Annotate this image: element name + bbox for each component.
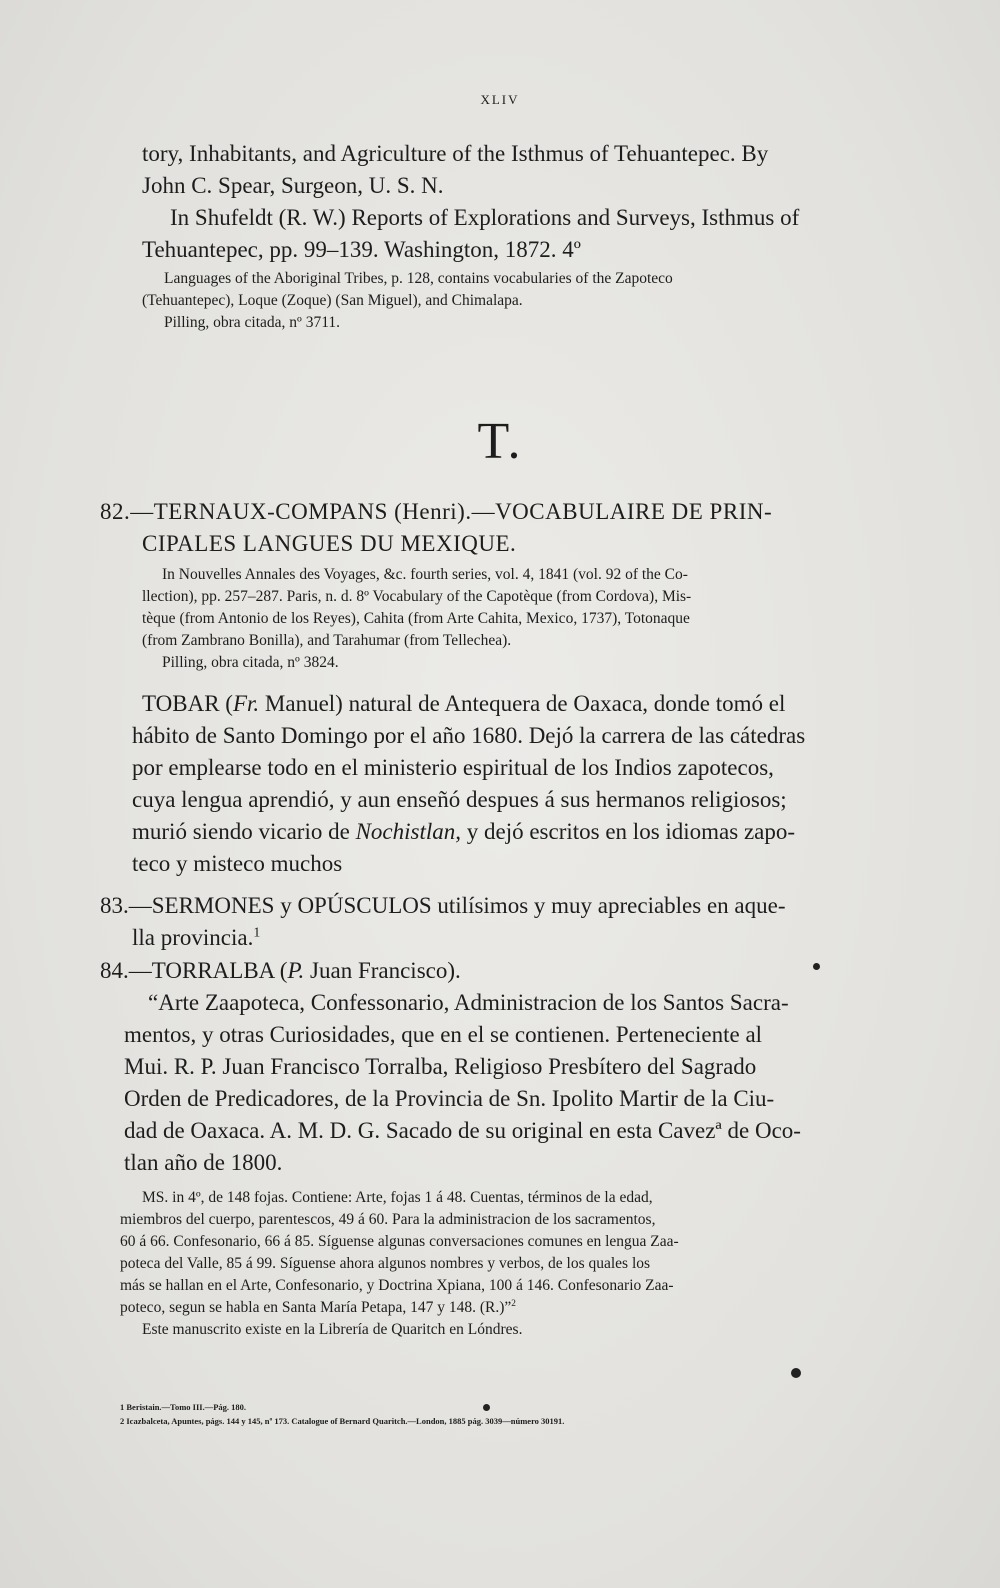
note-line: (from Zambrano Bonilla), and Tarahumar (from Tellechea). bbox=[142, 632, 512, 649]
entry-83 bbox=[100, 890, 938, 954]
entry-heading: 84.—TORRALBA (P. Juan Francisco). bbox=[100, 958, 461, 983]
entry-line: Tehuantepec, pp. 99–139. Washington, 1872. 4º bbox=[142, 237, 581, 262]
note-line: poteco, segun se habla en Santa María Petapa, 147 y 148. (R.)”$^2$ bbox=[120, 1298, 516, 1316]
note-line: poteca del Valle, 85 á 99. Síguense ahora algunos nombres y verbos, de los quales los bbox=[120, 1255, 651, 1272]
entry-heading: 83.—SERMONES y OPÚSCULOS utilísimos y muy apreciables en aque- bbox=[100, 893, 786, 918]
entry-continuation bbox=[100, 138, 938, 334]
note-line: llection), pp. 257–287. Paris, n. d. 8º Vocabulary of the Capotèque (from Cordova), Mis- bbox=[142, 588, 692, 605]
paragraph-line: teco y misteco muchos bbox=[132, 851, 343, 876]
note-line: más se hallan en el Arte, Confesonario, y Doctrina Xpiana, 100 á 146. Confesonario Zaa- bbox=[120, 1277, 674, 1294]
entry-line: In Shufeldt (R. W.) Reports of Explorations and Surveys, Isthmus of bbox=[170, 205, 800, 230]
running-head: XLIV bbox=[480, 92, 520, 107]
paragraph-line: cuya lengua aprendió, y aun enseñó despues á sus hermanos religiosos; bbox=[132, 787, 787, 812]
note-line: MS. in 4º, de 148 fojas. Contiene: Arte, fojas 1 á 48. Cuentas, términos de la edad, bbox=[142, 1189, 653, 1206]
note-line: Este manuscrito existe en la Librería de Quaritch en Lóndres. bbox=[142, 1321, 523, 1338]
quote-line: mentos, y otras Curiosidades, que en el se contienen. Perteneciente al bbox=[124, 1022, 763, 1047]
note-line: tèque (from Antonio de los Reyes), Cahita (from Arte Cahita, Mexico, 1737), Totonaque bbox=[142, 610, 690, 627]
entry-heading: lla provincia.$^1$ bbox=[132, 924, 261, 950]
entry-84 bbox=[100, 955, 938, 1341]
entry-line: tory, Inhabitants, and Agriculture of the Isthmus of Tehuantepec. By bbox=[142, 141, 769, 166]
paragraph-line: hábito de Santo Domingo por el año 1680. Dejó la carrera de las cátedras bbox=[132, 723, 806, 748]
entry-heading: 82.—TERNAUX-COMPANS (Henri).—VOCABULAIRE DE PRIN- bbox=[100, 499, 773, 524]
entry-heading: CIPALES LANGUES DU MEXIQUE. bbox=[142, 531, 517, 556]
manuscript-note bbox=[100, 1187, 938, 1341]
note-line: Languages of the Aboriginal Tribes, p. 128, contains vocabularies of the Zapoteco bbox=[164, 270, 673, 287]
note-line: miembros del cuerpo, parentescos, 49 á 60. Para la administracion de los sacramentos, bbox=[120, 1211, 656, 1228]
quote-line: “Arte Zaapoteca, Confessonario, Administracion de los Santos Sacra- bbox=[148, 990, 789, 1015]
note-line: Pilling, obra citada, nº 3824. bbox=[162, 654, 339, 671]
footnote-2: 2 Icazbalceta, Apuntes, págs. 144 y 145, nº 173. Catalogue of Bernard Quaritch.—London, 1885 pág. 3039—número 30191. bbox=[120, 1416, 565, 1426]
quote-line: Mui. R. P. Juan Francisco Torralba, Religioso Presbítero del Sagrado bbox=[124, 1054, 757, 1079]
note-line: Pilling, obra citada, nº 3711. bbox=[164, 314, 340, 331]
paragraph-line: murió siendo vicario de Nochistlan, y dejó escritos en los idiomas zapo- bbox=[132, 819, 796, 844]
footnote-1: 1 Beristain.—Tomo III.—Pág. 180. bbox=[120, 1402, 247, 1412]
note-line: (Tehuantepec), Loque (Zoque) (San Miguel), and Chimalapa. bbox=[142, 292, 523, 309]
entry-82 bbox=[100, 496, 938, 674]
ink-mark bbox=[791, 1368, 801, 1378]
quote-line: Orden de Predicadores, de la Provincia de Sn. Ipolito Martir de la Ciu- bbox=[124, 1086, 775, 1111]
note-line: In Nouvelles Annales des Voyages, &c. fourth series, vol. 4, 1841 (vol. 92 of the Co- bbox=[162, 566, 688, 583]
ink-mark bbox=[813, 963, 820, 970]
tobar-paragraph bbox=[100, 688, 938, 880]
footnote-ref: 2 bbox=[511, 1298, 516, 1309]
paragraph-line: TOBAR (Fr. Manuel) natural de Antequera de Oaxaca, donde tomó el bbox=[142, 691, 786, 716]
quote-line: dad de Oaxaca. A. M. D. G. Sacado de su original en esta Cavezª de Oco- bbox=[124, 1118, 801, 1143]
section-letter: T. bbox=[477, 413, 523, 470]
footnote-ref: 1 bbox=[253, 924, 261, 940]
paragraph-line: por emplearse todo en el ministerio espiritual de los Indios zapotecos, bbox=[132, 755, 774, 780]
entry-line: John C. Spear, Surgeon, U. S. N. bbox=[142, 173, 444, 198]
quote-line: tlan año de 1800. bbox=[124, 1150, 283, 1175]
note-line: 60 á 66. Confesonario, 66 á 85. Síguense algunas conversaciones comunes en lengua Zaa- bbox=[120, 1233, 679, 1250]
ink-mark bbox=[483, 1404, 490, 1411]
